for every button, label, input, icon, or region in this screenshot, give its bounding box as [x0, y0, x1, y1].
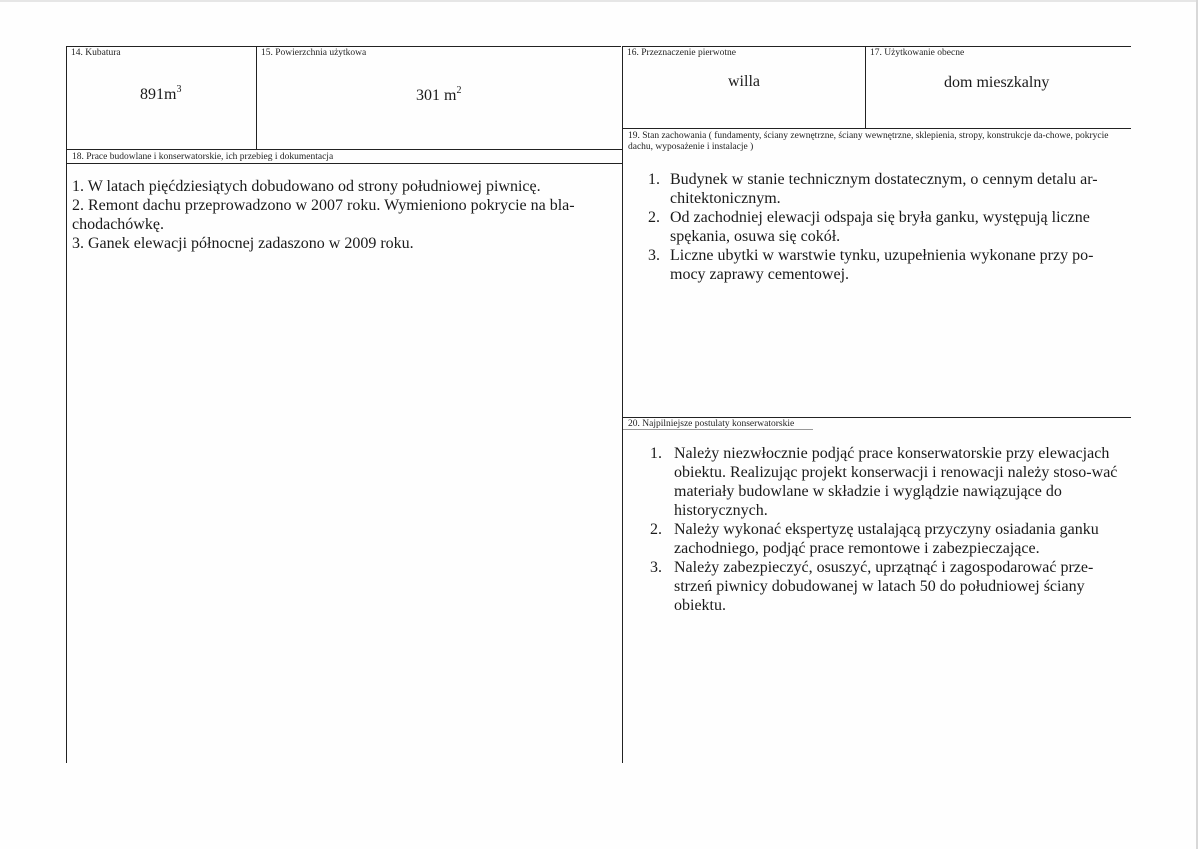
field-15-number: 301 m	[416, 87, 457, 104]
rule-center-divider	[622, 46, 623, 763]
field-20-item-3	[650, 558, 1130, 615]
field-20-item-2	[650, 520, 1130, 558]
field-18-list	[72, 177, 612, 253]
field-19-item-2	[648, 208, 1118, 246]
field-19-item-1-number: 1.	[648, 171, 660, 188]
field-16-label: 16. Przeznaczenie pierwotne	[627, 48, 736, 58]
field-14-label: 14. Kubatura	[71, 48, 121, 58]
rule-16-17-divider	[865, 46, 866, 128]
field-20-item-2-number: 2.	[650, 521, 662, 538]
scan-border-top	[0, 0, 1198, 2]
rule-14-15-divider	[256, 46, 257, 149]
field-20-item-2-text: Należy wykonać ekspertyzę ustalającą przyczyny osiadania ganku zachodniego, podjąć prace remontowe i zabezpieczające.	[674, 521, 1099, 557]
rule-above-20	[623, 417, 1131, 418]
field-19-item-3-number: 3.	[648, 247, 660, 264]
field-16-value: willa	[728, 73, 760, 90]
rule-under-14-15	[66, 149, 622, 150]
field-14-number: 891m	[140, 86, 177, 103]
field-19-item-2-text: Od zachodniej elewacji odspaja się bryła ganku, występują liczne spękania, osuwa się cokół.	[670, 209, 1090, 245]
field-15-label: 15. Powierzchnia użytkowa	[261, 48, 367, 58]
field-18-item-1: 1. W latach pięćdziesiątych dobudowano od strony południowej piwnicę.	[72, 178, 541, 195]
field-19-item-1-text: Budynek w stanie technicznym dostatecznym, o cennym detalu ar-chitektonicznym.	[670, 171, 1098, 207]
field-18-label: 18. Prace budowlane i konserwatorskie, ich przebieg i dokumentacja	[72, 152, 334, 162]
field-19-item-3	[648, 246, 1118, 284]
field-19-label: 19. Stan zachowania ( fundamenty, ściany zewnętrzne, ściany wewnętrzne, sklepienia, stropy, konstrukcje da-chowe, pokrycie dachu, wyposażenie i instalacje )	[628, 131, 1109, 152]
field-20-label: 20. Najpilniejsze postulaty konserwatorskie	[628, 419, 795, 429]
rule-top-left	[66, 46, 621, 47]
rule-top-right	[623, 46, 1131, 47]
field-15-value	[416, 87, 461, 105]
field-14-unit-exponent: 3	[176, 84, 182, 95]
field-19-item-1	[648, 170, 1118, 208]
field-15-unit-exponent: 2	[456, 85, 462, 96]
field-20-item-1-number: 1.	[650, 445, 662, 462]
rule-left-edge	[66, 46, 67, 763]
field-20-item-3-text: Należy zabezpieczyć, osuszyć, uprzątnąć i zagospodarować prze-strzeń piwnicy dobudowanej w latach 50 do południowej ściany obiektu.	[674, 559, 1094, 614]
field-19-list	[648, 170, 1118, 284]
field-18-item-2: 2. Remont dachu przeprowadzono w 2007 roku. Wymieniono pokrycie na bla-chodachówkę.	[72, 197, 575, 233]
field-20-item-1-text: Należy niezwłocznie podjąć prace konserwatorskie przy elewacjach obiektu. Realizując projekt konserwacji i renowacji należy stoso-wać materiały budowlane w składzie i wyglądzie nawiązujące do historycznych.	[674, 445, 1118, 519]
field-18-item-3: 3. Ganek elewacji północnej zadaszono w 2009 roku.	[72, 235, 414, 252]
field-17-label: 17. Użytkowanie obecne	[870, 48, 965, 58]
field-17-value: dom mieszkalny	[944, 74, 1050, 91]
field-20-item-3-number: 3.	[650, 559, 662, 576]
field-20-item-1	[650, 444, 1130, 520]
field-19-item-3-text: Liczne ubytki w warstwie tynku, uzupełnienia wykonane przy po-mocy zaprawy cementowej.	[670, 247, 1094, 283]
field-14-value	[140, 86, 181, 104]
rule-under-16-17	[623, 128, 1131, 129]
field-20-list	[650, 444, 1130, 615]
field-19-item-2-number: 2.	[648, 209, 660, 226]
rule-under-18-label	[66, 163, 622, 164]
